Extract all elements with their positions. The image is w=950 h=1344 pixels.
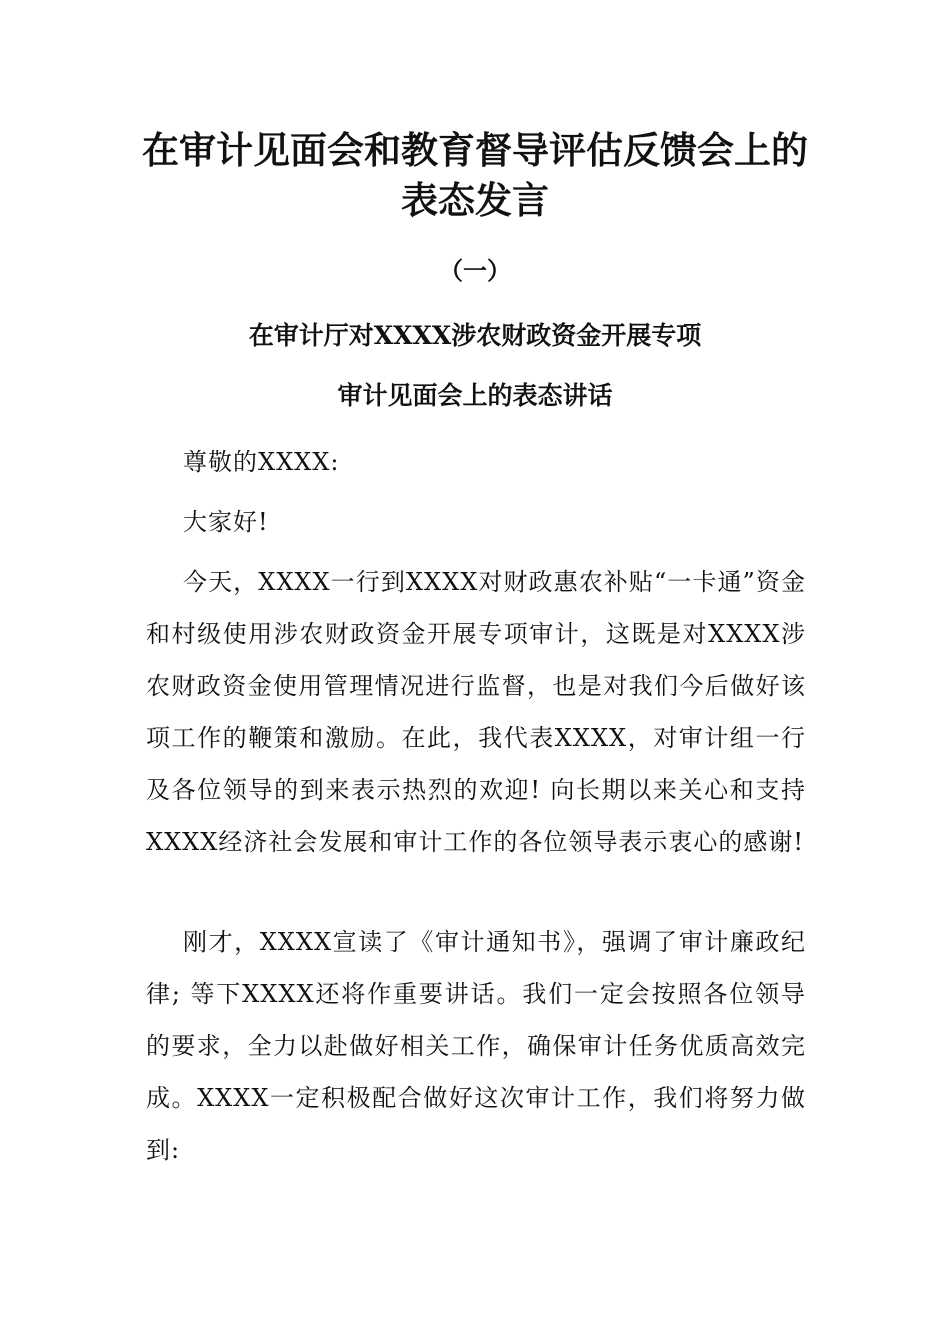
document-title-line1: 在审计见面会和教育督导评估反馈会上的 <box>142 128 808 172</box>
greeting: 大家好! <box>183 508 269 536</box>
salutation: 尊敬的XXXX: <box>183 448 340 476</box>
speech-subtitle-line2: 审计见面会上的表态讲话 <box>337 381 613 410</box>
speech-subtitle-line1: 在审计厅对XXXX涉农财政资金开展专项 <box>248 321 702 350</box>
body-paragraph-2: 刚才，XXXX宣读了《审计通知书》，强调了审计廉政纪律; 等下XXXX还将作重要讲话。我们一定会按照各位领导的要求，全力以赴做好相关工作，确保审计任务优质高效完成。XXXX一定积极配合做好这次审计工作，我们将努力做到: <box>146 928 806 1164</box>
section-number: （一） <box>439 256 511 285</box>
document-title-line2: 表态发言 <box>401 178 549 222</box>
body-paragraph-1: 今天，XXXX一行到XXXX对财政惠农补贴“一卡通”资金和村级使用涉农财政资金开展专项审计，这既是对XXXX涉农财政资金使用管理情况进行监督，也是对我们今后做好该项工作的鞭策和激励。在此，我代表XXXX，对审计组一行及各位领导的到来表示热烈的欢迎! 向长期以来关心和支持XXXX经济社会发展和审计工作的各位领导表示衷心的感谢! <box>146 568 806 856</box>
